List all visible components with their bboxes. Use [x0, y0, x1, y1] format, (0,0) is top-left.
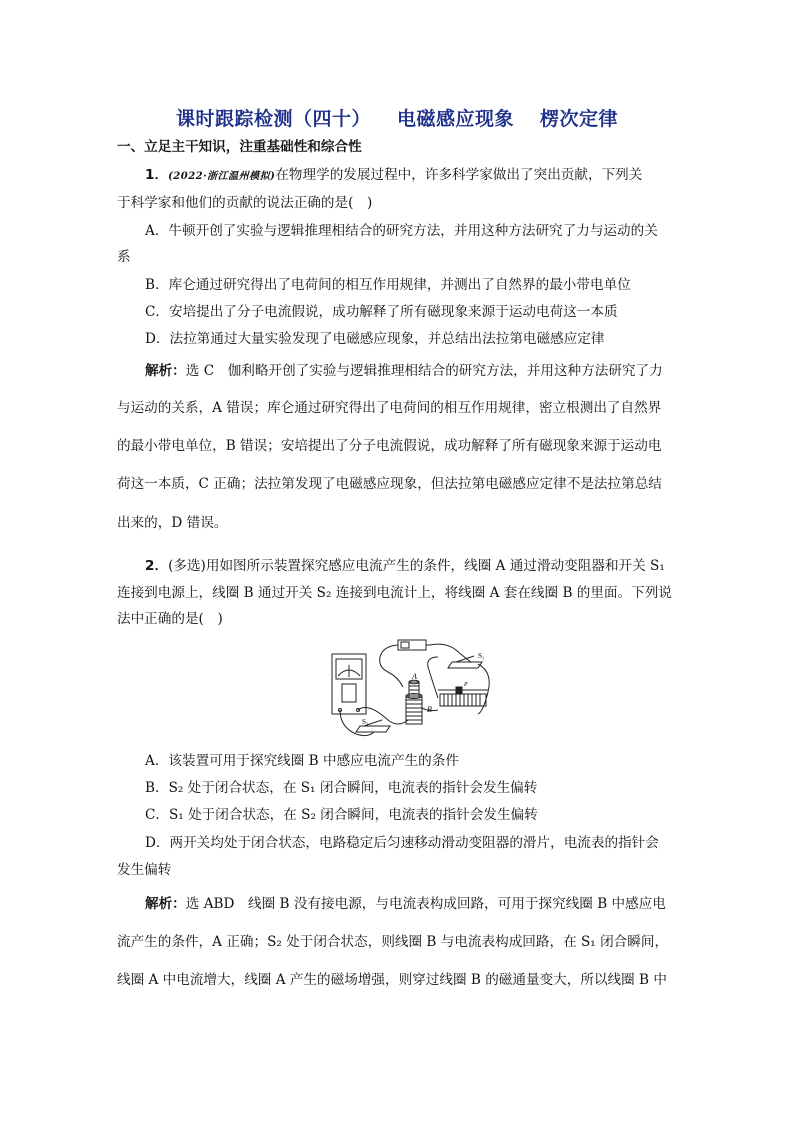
induction-apparatus-figure	[328, 632, 498, 742]
q1-analysis-line1: 解析：选 C 伽利略开创了实验与逻辑推理相结合的研究方法，并用这种方法研究了力	[145, 363, 663, 379]
q1-option-a: A．牛顿开创了实验与逻辑推理相结合的研究方法，并用这种方法研究了力与运动的关	[145, 223, 658, 239]
analysis-label: 解析：	[145, 896, 186, 912]
q2-option-d-cont: 发生偏转	[117, 862, 172, 878]
title-main: 课时跟踪检测（四十）	[175, 108, 371, 130]
q1-option-d: D．法拉第通过大量实验发现了电磁感应现象，并总结出法拉第电磁感应定律	[145, 331, 605, 347]
switch-s2-icon	[356, 726, 390, 732]
label-s2: S₂	[362, 718, 369, 726]
label-slider: P	[464, 682, 468, 688]
rheostat-icon	[440, 694, 486, 706]
title-topic-1: 电磁感应现象	[396, 108, 514, 130]
q1-analysis-line3: 的最小带电单位，B 错误；安培提出了分子电流假说，成功解释了所有磁现象来源于运动电	[117, 438, 662, 454]
q2-option-d: D．两开关均处于闭合状态，电路稳定后匀速移动滑动变阻器的滑片，电流表的指针会	[145, 835, 659, 851]
switch-s1-icon	[448, 662, 482, 668]
label-s1: S₁	[478, 652, 485, 660]
analysis-label: 解析：	[145, 363, 186, 379]
q1-option-c: C．安培提出了分子电流假说，成功解释了所有磁现象来源于运动电荷这一本质	[145, 304, 618, 320]
q1-option-a-cont: 系	[117, 249, 131, 265]
q2-stem-line1: 2．(多选)用如图所示装置探究感应电流产生的条件，线圈 A 通过滑动变阻器和开关 S₁	[145, 558, 665, 574]
page-title	[0, 104, 794, 131]
q2-option-b: B．S₂ 处于闭合状态，在 S₁ 闭合瞬间，电流表的指针会发生偏转	[145, 780, 538, 796]
label-coil-a: A	[412, 672, 417, 681]
label-coil-b: B	[427, 705, 432, 714]
q1-analysis-line5: 出来的，D 错误。	[117, 515, 228, 531]
q2-stem-line2: 连接到电源上，线圈 B 通过开关 S₂ 连接到电流计上，将线圈 A 套在线圈 B 的里面。下列说	[117, 585, 672, 601]
title-topic-2: 楞次定律	[540, 108, 619, 130]
q1-stem-line1: 1．(2022·浙江温州模拟)在物理学的发展过程中，许多科学家做出了突出贡献，下列关	[145, 167, 643, 183]
q2-analysis-line3: 线圈 A 中电流增大，线圈 A 产生的磁场增强，则穿过线圈 B 的磁通量变大，所以线圈 B 中	[117, 972, 667, 988]
q2-tag: (多选)	[168, 558, 206, 574]
q1-source: (2022·浙江温州模拟)	[168, 171, 276, 182]
q2-analysis-line1: 解析：选 ABD 线圈 B 没有接电源，与电流表构成回路，可用于探究线圈 B 中感应电	[145, 896, 666, 912]
q1-analysis-line2: 与运动的关系，A 错误；库仑通过研究得出了电荷间的相互作用规律，密立根测出了自然界	[117, 400, 662, 416]
q2-option-c: C．S₁ 处于闭合状态，在 S₂ 闭合瞬间，电流表的指针会发生偏转	[145, 807, 538, 823]
q2-option-a: A．该装置可用于探究线圈 B 中感应电流产生的条件	[145, 753, 459, 769]
q2-analysis-line2: 流产生的条件，A 正确；S₂ 处于闭合状态，则线圈 B 与电流表构成回路，在 S₁ 闭合瞬间，	[117, 934, 669, 950]
q1-analysis-line4: 荷这一本质，C 正确；法拉第发现了电磁感应现象，但法拉第电磁感应定律不是法拉第总结	[117, 476, 662, 492]
q2-stem-line3: 法中正确的是( )	[117, 611, 223, 627]
q1-option-b: B．库仑通过研究得出了电荷间的相互作用规律，并测出了自然界的最小带电单位	[145, 277, 631, 293]
q1-stem-line2: 于科学家和他们的贡献的说法正确的是( )	[117, 195, 373, 211]
section-heading: 一、立足主干知识，注重基础性和综合性	[117, 139, 362, 155]
